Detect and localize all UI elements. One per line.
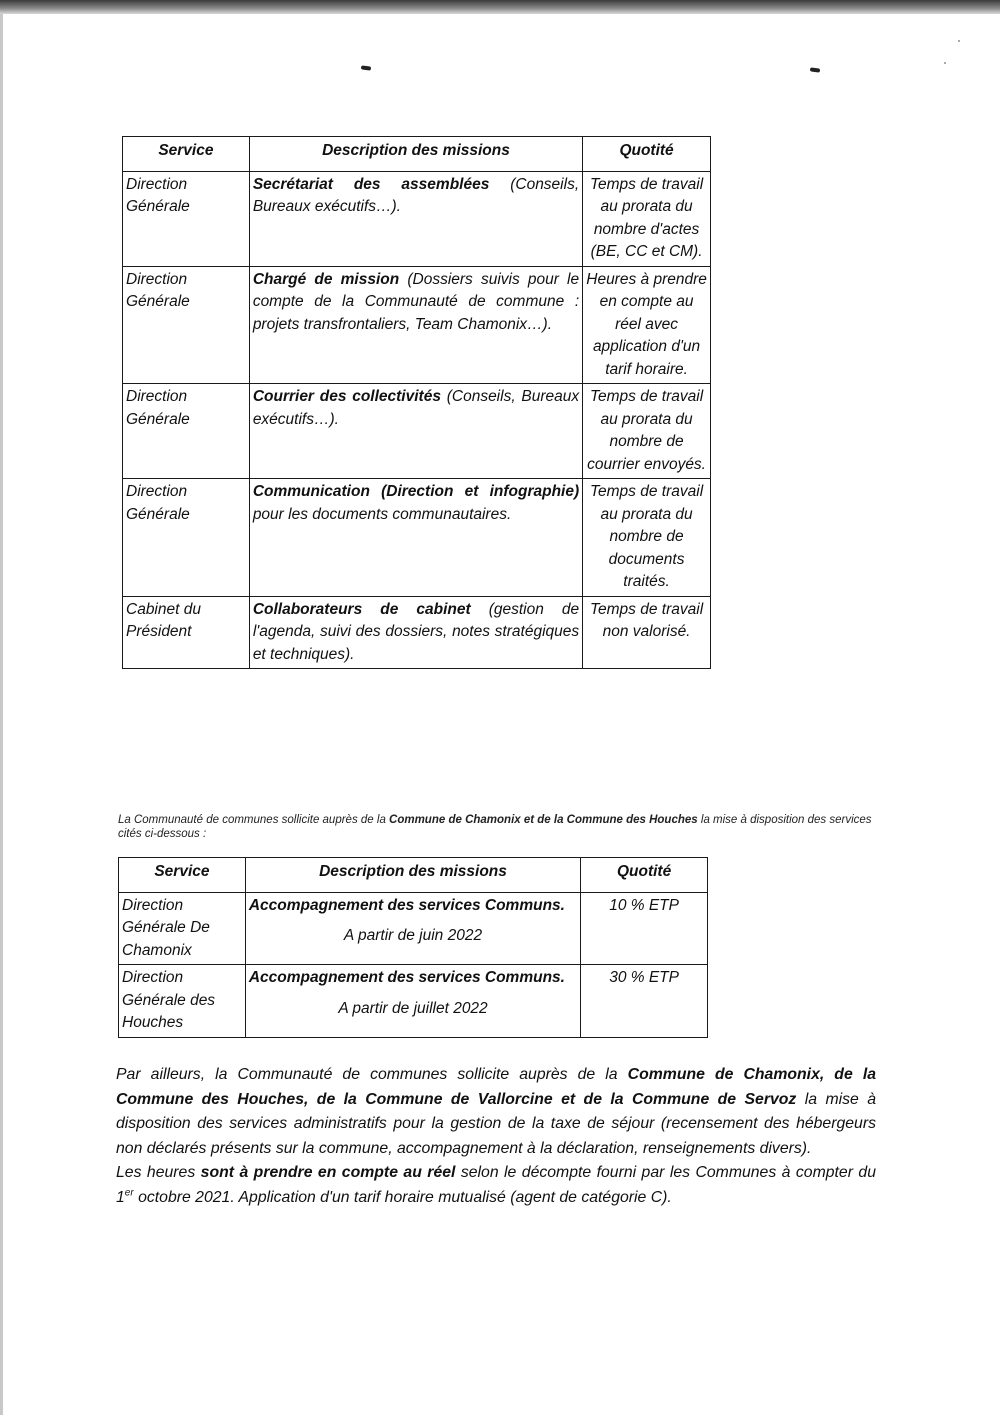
scan-left-edge xyxy=(0,14,3,1415)
service-cell: Direction Générale xyxy=(123,479,250,597)
start-date: A partir de juillet 2022 xyxy=(338,999,488,1017)
shared-services-table xyxy=(118,857,708,1038)
paragraph-text: Par ailleurs, la Communauté de communes sollicite auprès de la xyxy=(116,1066,628,1083)
mission-detail: (gestion de l'agenda, suivi des dossiers, notes stratégiques et techniques). xyxy=(252,600,580,663)
punch-mark-left xyxy=(361,65,371,70)
column-header-description: Description des missions xyxy=(249,137,582,172)
table-row xyxy=(123,596,711,669)
service-cell: Direction Générale xyxy=(123,384,250,479)
mission-title: Accompagnement des services Communs. xyxy=(248,969,565,986)
paragraph-communes: Commune de Chamonix, de la Commune des Houches, de la Commune de Vallorcine et de la Commune de Servoz xyxy=(116,1066,876,1108)
mission-title: Chargé de mission xyxy=(252,270,400,288)
quotite-cell: Temps de travail au prorata du nombre de documents traités. xyxy=(583,479,711,597)
table-row xyxy=(123,171,711,266)
quotite-cell: Heures à prendre en compte au réel avec application d'un tarif horaire. xyxy=(583,266,711,384)
quotite-cell: Temps de travail non valorisé. xyxy=(583,596,711,669)
mission-detail: pour les documents communautaires. xyxy=(252,505,512,523)
quotite-cell: 30 % ETP xyxy=(581,965,708,1038)
service-cell: Direction Générale xyxy=(123,266,250,384)
description-cell xyxy=(249,596,582,669)
column-header-quotite: Quotité xyxy=(583,137,711,172)
mission-title: Collaborateurs de cabinet xyxy=(252,600,471,618)
intro-communes: Commune de Chamonix et de la Commune des Houches xyxy=(389,814,698,826)
paragraph-text: selon le décompte fourni par les Communes à compter du 1 xyxy=(116,1164,876,1206)
intro-text: La Communauté de communes sollicite auprès de la xyxy=(118,814,390,826)
description-cell xyxy=(249,266,582,384)
quotite-cell: Temps de travail au prorata du nombre d'actes (BE, CC et CM). xyxy=(583,171,711,266)
service-cell: Cabinet du Président xyxy=(123,596,250,669)
quotite-cell: 10 % ETP xyxy=(581,892,708,965)
table-row xyxy=(119,965,708,1038)
description-cell xyxy=(249,171,582,266)
start-date: A partir de juin 2022 xyxy=(343,927,483,944)
column-header-service: Service xyxy=(119,858,246,893)
table-header-row xyxy=(119,858,708,893)
paragraph-emphasis: sont à prendre en compte au réel xyxy=(200,1164,456,1181)
intro-text: la mise à disposition des services cités ci-dessous : xyxy=(118,814,872,840)
description-cell xyxy=(249,479,582,597)
closing-paragraph xyxy=(116,1063,876,1210)
service-cell: Direction Générale xyxy=(123,171,250,266)
mission-detail: (Dossiers suivis pour le compte de la Communauté de commune : projets transfrontaliers, Team Chamonix…). xyxy=(252,270,580,333)
table-row xyxy=(123,266,711,384)
description-cell xyxy=(245,892,580,965)
service-cell: Direction Générale des Houches xyxy=(119,965,246,1038)
mission-title: Communication (Direction et infographie) xyxy=(252,483,580,500)
table-row xyxy=(123,479,711,597)
column-header-description: Description des missions xyxy=(245,858,580,893)
scan-speck xyxy=(944,62,946,64)
column-header-quotite: Quotité xyxy=(581,858,708,893)
mission-title: Accompagnement des services Communs. xyxy=(248,896,565,914)
mission-detail: (Conseils, Bureaux exécutifs…). xyxy=(252,388,580,428)
punch-mark-right xyxy=(810,67,820,72)
paragraph-text: la mise à disposition des services administratifs pour la gestion de la taxe de séjour (recensement des hébergeurs non déclarés présents sur la commune, accompagnement à la déclaration, renseignements divers). xyxy=(116,1090,876,1157)
mission-detail: (Conseils, Bureaux exécutifs…). xyxy=(252,175,580,215)
quotite-cell: Temps de travail au prorata du nombre de courrier envoyés. xyxy=(583,384,711,479)
table-header-row xyxy=(123,137,711,172)
intro-sentence xyxy=(118,813,878,841)
mission-title: Courrier des collectivités xyxy=(252,388,441,405)
service-cell: Direction Générale De Chamonix xyxy=(119,892,246,965)
description-cell xyxy=(249,384,582,479)
description-cell xyxy=(245,965,580,1038)
scan-speck xyxy=(958,40,960,42)
table-row xyxy=(123,384,711,479)
scan-top-edge xyxy=(0,0,1000,14)
mission-title: Secrétariat des assemblées xyxy=(252,175,490,193)
column-header-service: Service xyxy=(123,137,250,172)
paragraph-text: Les heures xyxy=(116,1164,201,1181)
ordinal-suffix: er xyxy=(124,1187,134,1199)
missions-table xyxy=(122,136,711,669)
table-row xyxy=(119,892,708,965)
paragraph-text: octobre 2021. Application d'un tarif horaire mutualisé (agent de catégorie C). xyxy=(133,1188,672,1206)
